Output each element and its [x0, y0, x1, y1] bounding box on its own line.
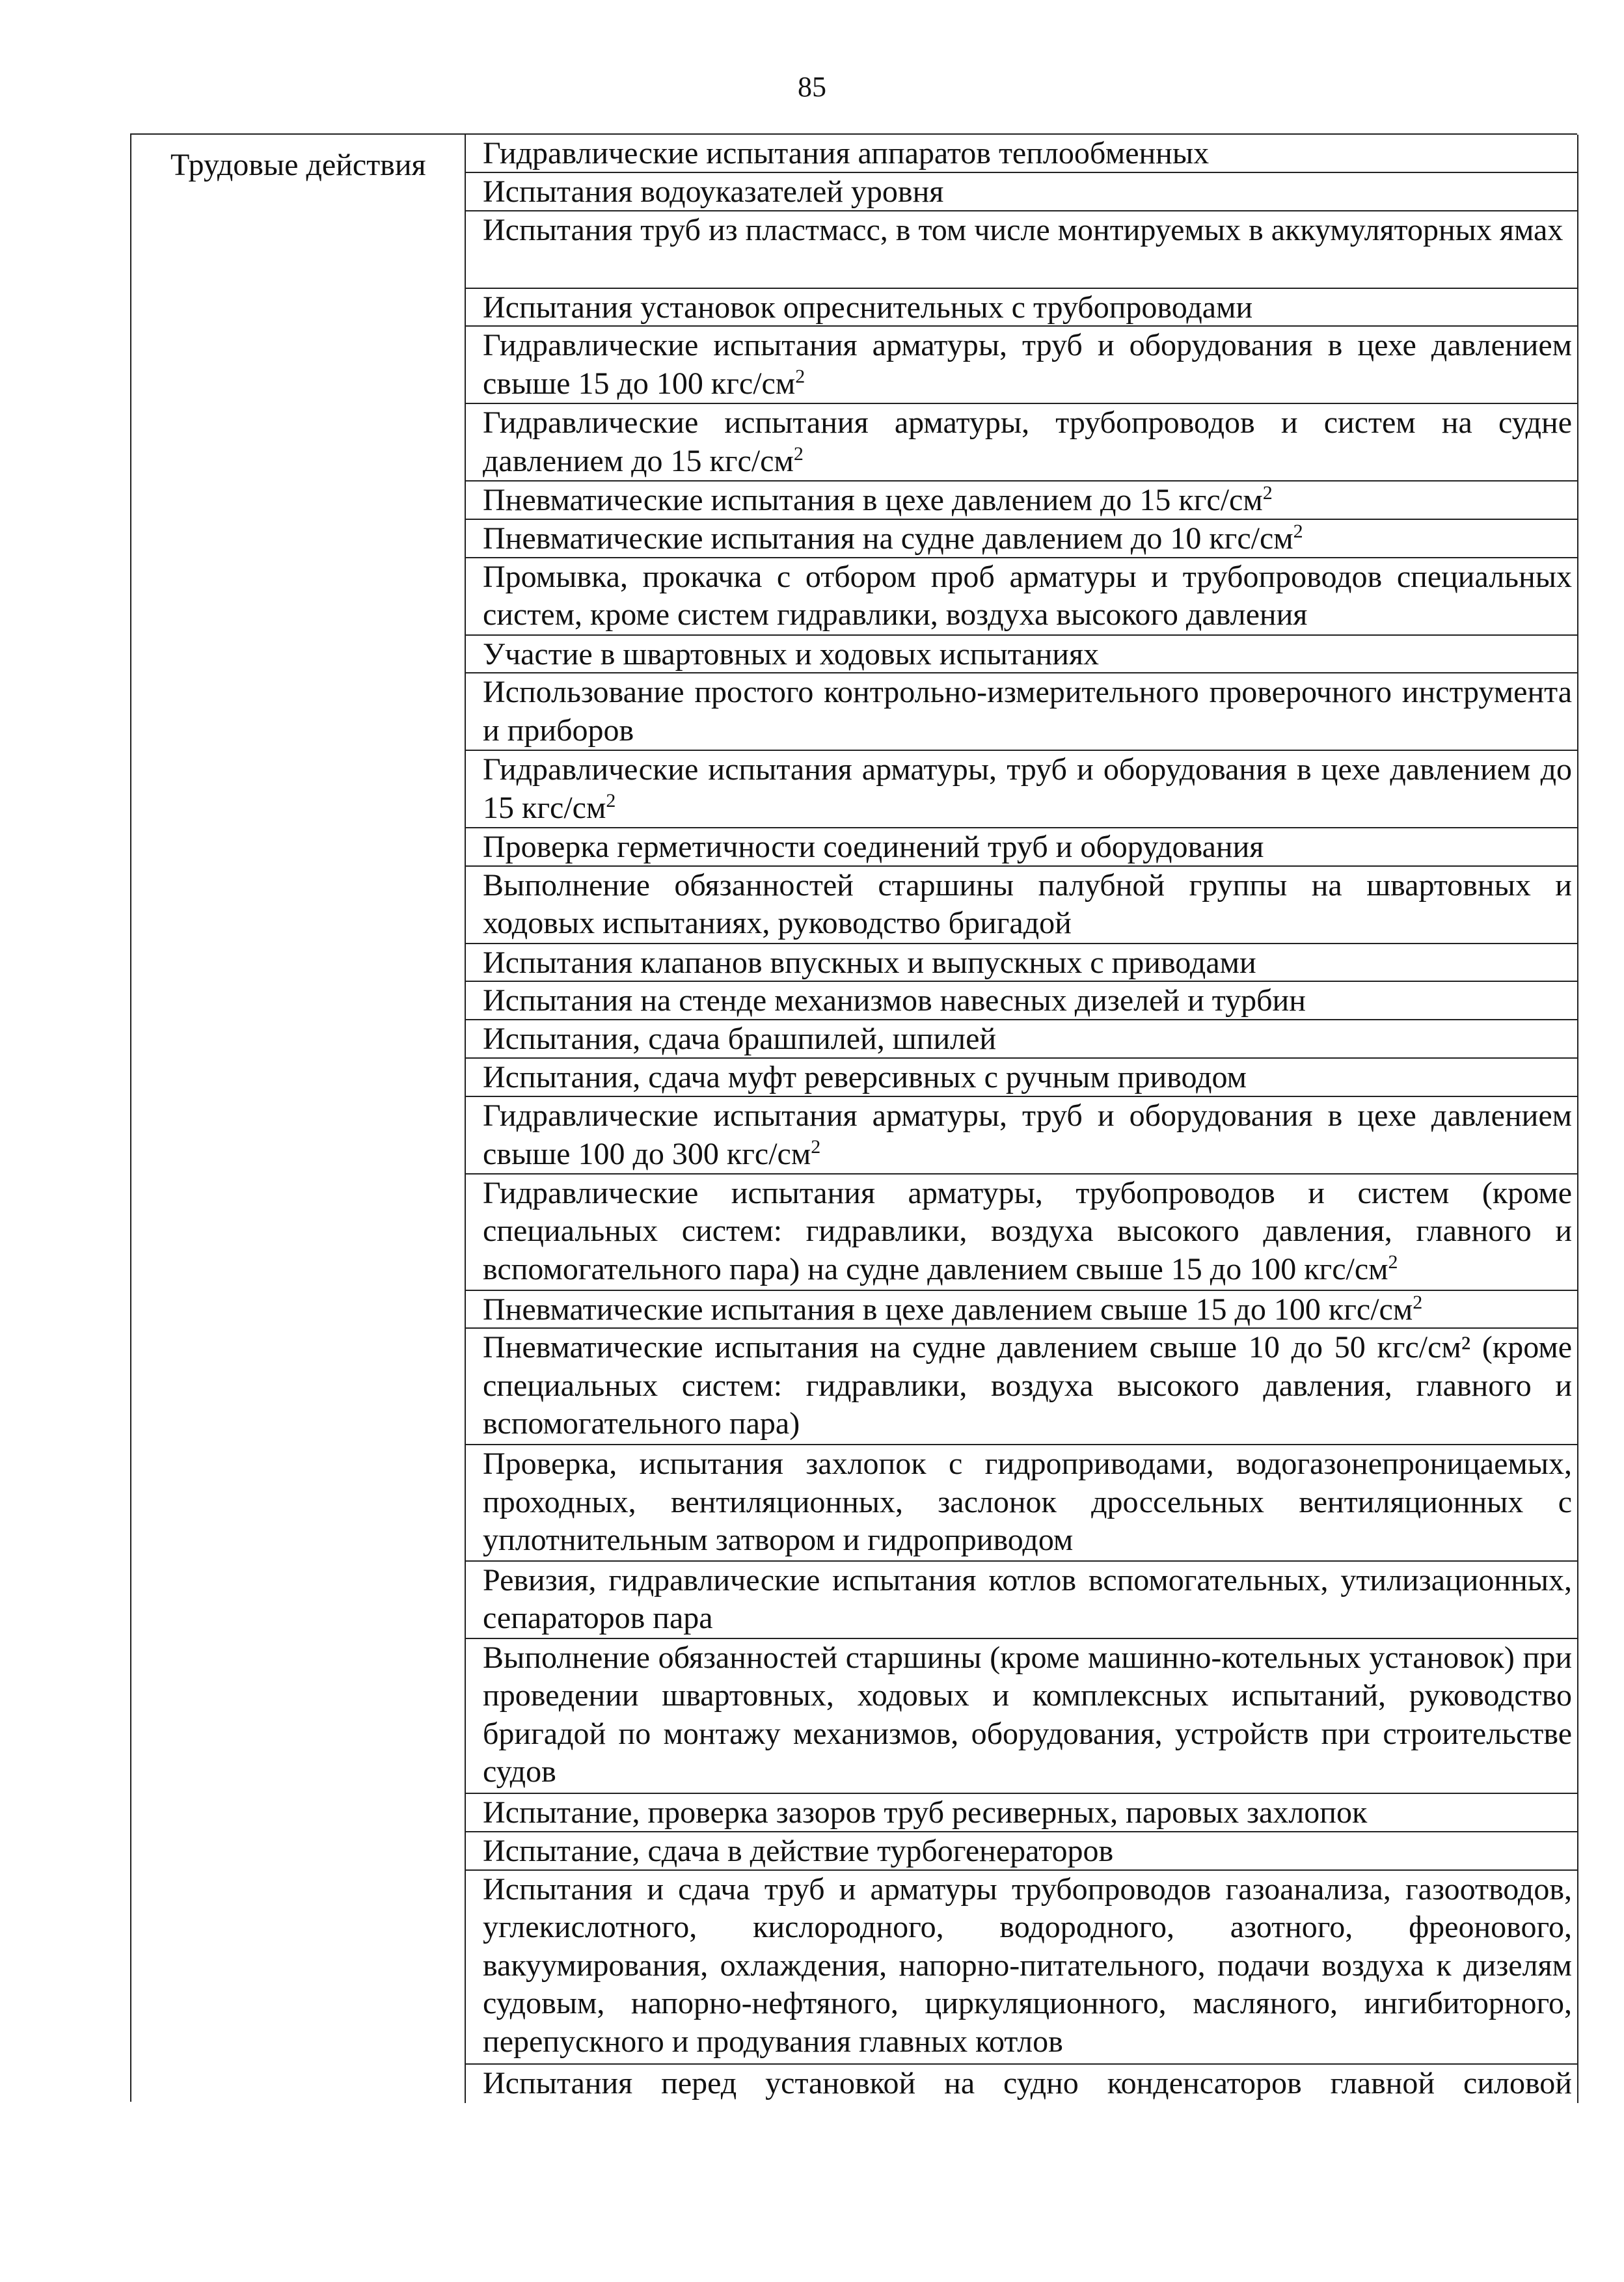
row-text: Выполнение обязанностей старшины (кроме машинно-котельных установок) при проведении швартовных, ходовых и комплексных испытаний, руководство бригадой по монтажу механизмов, оборудования, устройств при строительстве судов [483, 1640, 1572, 1789]
row-text: Пневматические испытания на судне давлением свыше 10 до 50 кгс/см² (кроме специальных систем: гидравлики, воздуха высокого давления, главного и вспомогательного пара) [483, 1330, 1572, 1441]
table-row [466, 135, 1577, 173]
table-row [466, 1175, 1577, 1291]
row-text: Использование простого контрольно-измерительного проверочного инструмента и приборов [483, 675, 1572, 748]
table-row [466, 1059, 1577, 1097]
row-text: Испытания водоуказателей уровня [483, 174, 944, 209]
row-text: Проверка герметичности соединений труб и оборудования [483, 829, 1264, 864]
table-row [466, 982, 1577, 1020]
row-text: Пневматические испытания в цехе давлением свыше 15 до 100 кгс/см [483, 1292, 1413, 1327]
row-superscript: 2 [1293, 520, 1303, 542]
row-text: Испытания труб из пластмасс, в том числе монтируемых в аккумуляторных ямах [483, 212, 1563, 247]
table-row [466, 1832, 1577, 1871]
table-row [466, 1020, 1577, 1059]
row-text: Испытания перед установкой на судно конденсаторов главной силовой [483, 2066, 1572, 2101]
row-text: Выполнение обязанностей старшины палубной группы на швартовных и ходовых испытаниях, руководство бригадой [483, 867, 1572, 941]
table-row [466, 404, 1577, 482]
table-row [466, 673, 1577, 751]
row-text: Испытания, сдача брашпилей, шпилей [483, 1022, 997, 1057]
row-superscript: 2 [1388, 1251, 1398, 1273]
table-row [466, 751, 1577, 828]
row-label-labor-actions: Трудовые действия [170, 148, 426, 182]
table-row [466, 1291, 1577, 1329]
row-superscript: 2 [1262, 482, 1273, 504]
row-text: Участие в швартовных и ходовых испытаниях [483, 636, 1100, 672]
table-row [466, 1871, 1577, 2065]
table-row [466, 520, 1577, 558]
row-text: Испытание, проверка зазоров труб ресиверных, паровых захлопок [483, 1795, 1368, 1830]
row-text: Пневматические испытания на судне давлением до 10 кгс/см [483, 521, 1293, 556]
table-row [466, 636, 1577, 674]
row-text: Испытания установок опреснительных с трубопроводами [483, 290, 1253, 325]
labor-actions-list [465, 135, 1578, 2103]
table-row [466, 1562, 1577, 1639]
row-text: Испытания, сдача муфт реверсивных с ручным приводом [483, 1060, 1247, 1095]
row-text: Испытания клапанов впускных и выпускных с приводами [483, 945, 1256, 980]
row-text: Ревизия, гидравлические испытания котлов вспомогательных, утилизационных, сепараторов пара [483, 1562, 1572, 1636]
row-text: Гидравлические испытания арматуры, трубопроводов и систем (кроме специальных систем: гидравлики, воздуха высокого давления, главного и вспомогательного пара) на судне давлением свыше 15 до 100 кгс/см [483, 1175, 1572, 1286]
row-superscript: 2 [793, 442, 804, 465]
row-text: Испытания на стенде механизмов навесных дизелей и турбин [483, 983, 1306, 1018]
row-text: Промывка, прокачка с отбором проб арматуры и трубопроводов специальных систем, кроме систем гидравлики, воздуха высокого давления [483, 559, 1572, 632]
table-row [466, 558, 1577, 636]
table-row [466, 1794, 1577, 1832]
table-row [466, 289, 1577, 327]
row-text: Испытания и сдача труб и арматуры трубопроводов газоанализа, газоотводов, углекислотного, кислородного, водородного, азотного, фреонового, вакуумирования, охлаждения, напорно-питательного, подачи воздуха к дизелям судовым, напорно-нефтяного, циркуляционного, масляного, ингибиторного, перепускного и продувания главных котлов [483, 1871, 1572, 2059]
table-row [466, 211, 1577, 289]
row-superscript: 2 [795, 365, 805, 387]
table-row [466, 327, 1577, 404]
table-row [466, 944, 1577, 983]
labor-actions-table [130, 133, 1577, 2102]
row-text: Гидравлические испытания арматуры, труб и оборудования в цехе давлением свыше 15 до 100 кгс/см [483, 328, 1572, 401]
table-row [466, 1639, 1577, 1795]
row-text: Гидравлические испытания арматуры, труб и оборудования в цехе давлением свыше 100 до 300 кгс/см [483, 1098, 1572, 1171]
row-superscript: 2 [1413, 1291, 1423, 1313]
row-superscript: 2 [811, 1135, 821, 1158]
row-text: Гидравлические испытания аппаратов теплообменных [483, 136, 1210, 170]
row-text: Гидравлические испытания арматуры, трубопроводов и систем на судне давлением до 15 кгс/см [483, 405, 1572, 478]
row-superscript: 2 [606, 789, 616, 811]
table-row [466, 867, 1577, 944]
row-text: Пневматические испытания в цехе давлением до 15 кгс/см [483, 482, 1263, 517]
table-row [466, 1329, 1577, 1445]
table-row [466, 482, 1577, 520]
table-row [466, 828, 1577, 867]
table-row [466, 2065, 1577, 2103]
table-row [466, 1097, 1577, 1175]
table-row [466, 1445, 1577, 1562]
row-text: Гидравлические испытания арматуры, труб и оборудования в цехе давлением до 15 кгс/см [483, 752, 1572, 825]
table-row [466, 173, 1577, 211]
row-text: Проверка, испытания захлопок с гидроприводами, водогазонепроницаемых, проходных, вентиляционных, заслонок дроссельных вентиляционных с уплотнительным затвором и гидроприводом [483, 1447, 1572, 1558]
row-text: Испытание, сдача в действие турбогенераторов [483, 1833, 1114, 1868]
page-number: 85 [798, 71, 826, 103]
